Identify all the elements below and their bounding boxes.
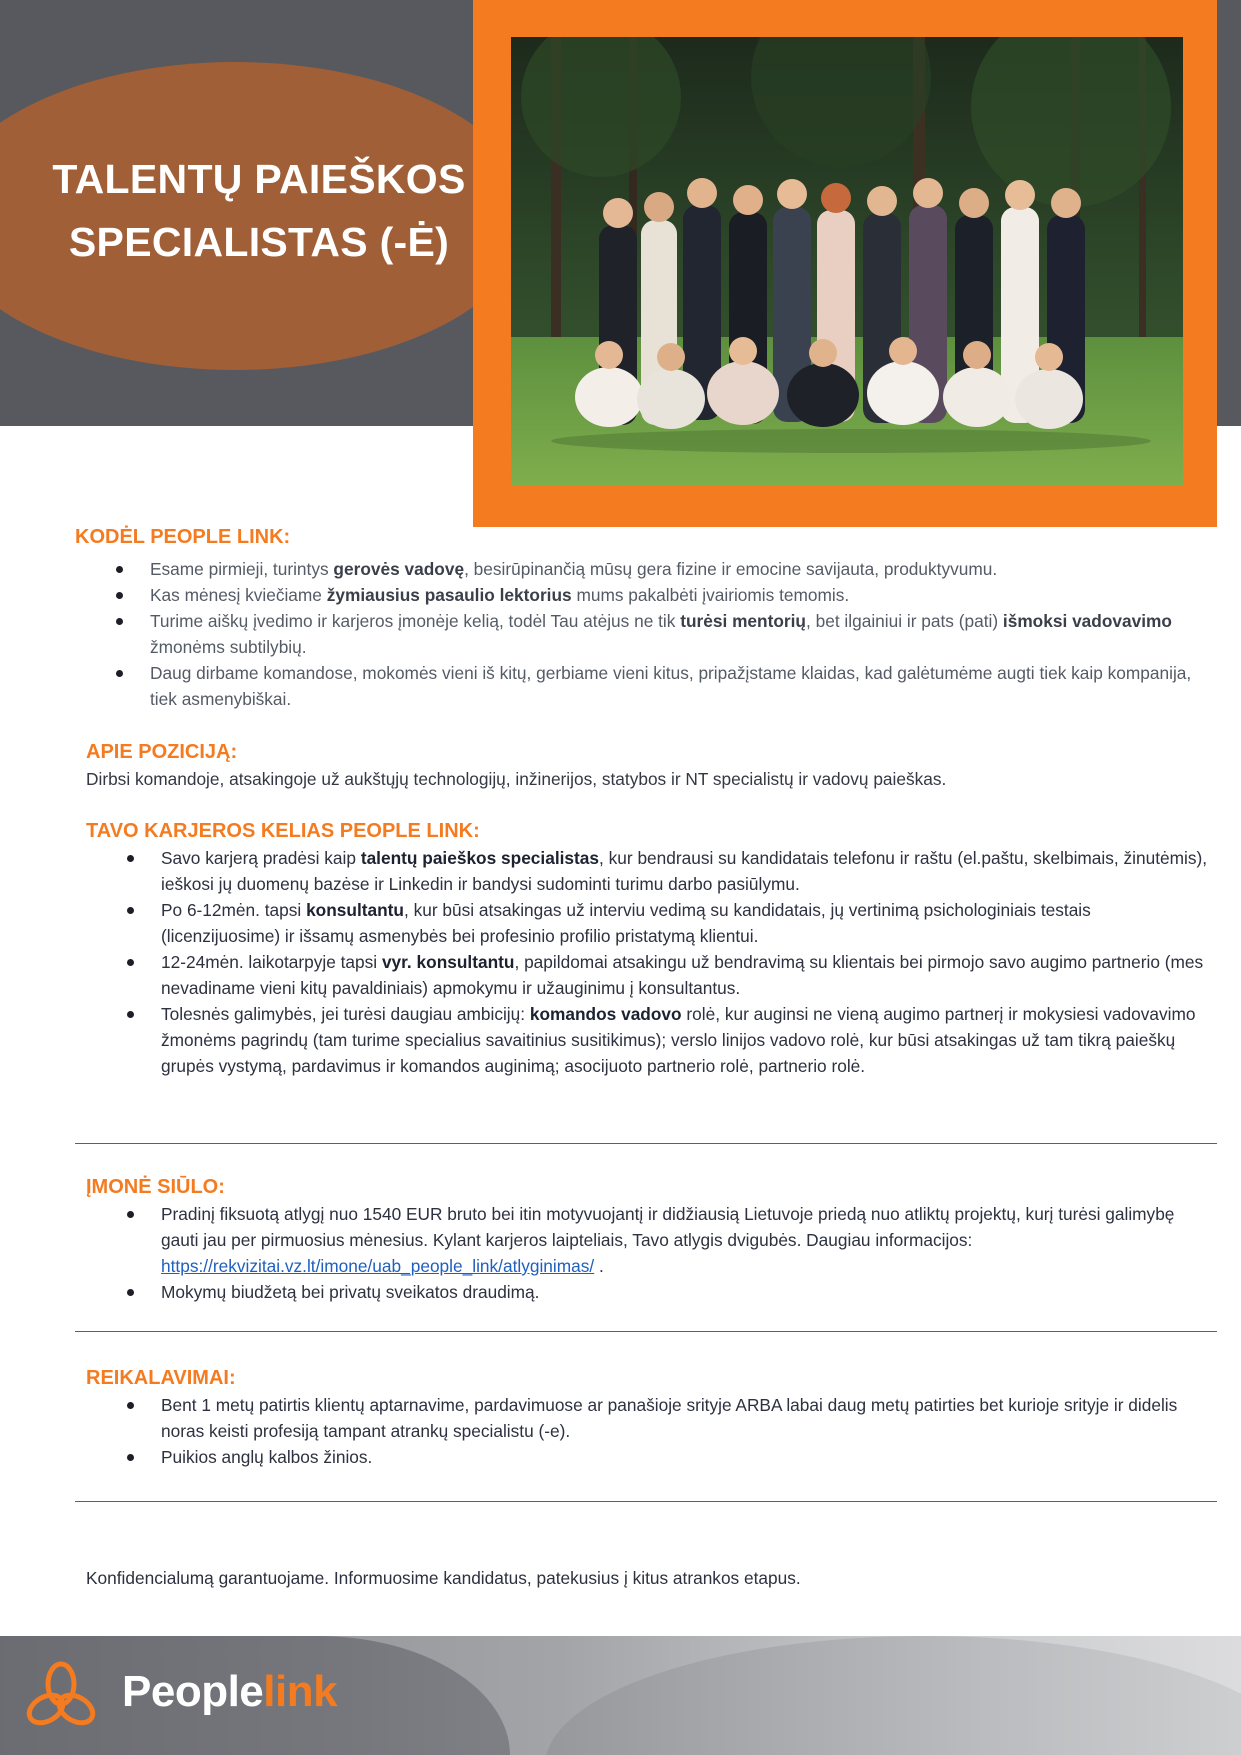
peoplelink-knot-icon bbox=[26, 1660, 96, 1734]
list-item: Tolesnės galimybės, jei turėsi daugiau ambicijų: komandos vadovo rolė, kur auginsi ne vieną augimo partnerį ir mokysiesi vadovavimo žmonėms pagrindų (tam turime specialius savaitinius susitikimus); verslo linijos vadovo rolė, kur būsi atsakingas už tam tikrą paieškų grupės vystymą, pardavimus ir komandos auginimą; asocijuoto partnerio rolė, partnerio rolė. bbox=[161, 1001, 1211, 1079]
why-heading: KODĖL PEOPLE LINK: bbox=[75, 526, 291, 548]
list-item: Daug dirbame komandose, mokomės vieni iš kitų, gerbiame vieni kitus, pripažįstame klaidas, kad galėtumėme augti tiek kaip kompanija, tiek asmenybiškai. bbox=[150, 660, 1195, 712]
offer-heading: ĮMONĖ SIŪLO: bbox=[86, 1176, 225, 1198]
list-item: Savo karjerą pradėsi kaip talentų paieškos specialistas, kur bendrausi su kandidatais telefonu ir raštu (el.paštu, skelbimais, žinutėmis), ieškosi jų duomenų bazėse ir Linkedin ir bandysi sudominti turimu darbo pasiūlymu. bbox=[161, 845, 1211, 897]
title-line-2: SPECIALISTAS (-Ė) bbox=[68, 219, 450, 265]
divider bbox=[75, 1143, 1217, 1144]
list-item: Kas mėnesį kviečiame žymiausius pasaulio lektorius mums pakalbėti įvairiomis temomis. bbox=[150, 582, 1195, 608]
requirements-list bbox=[161, 1392, 1211, 1470]
list-item: Esame pirmieji, turintys gerovės vadovę, besirūpinančią mūsų gera fizine ir emocine savijauta, produktyvumu. bbox=[150, 556, 1195, 582]
list-item: Puikios anglų kalbos žinios. bbox=[161, 1444, 1211, 1470]
why-list bbox=[150, 556, 1195, 712]
list-item: Po 6-12mėn. tapsi konsultantu, kur būsi atsakingas už interviu vedimą su kandidatais, jų vertinimą psichologiniais testais (licenzijuosime) ir išsamų asmenybės bei profesinio profilio pristatymą klientui. bbox=[161, 897, 1211, 949]
list-item: Mokymų biudžetą bei privatų sveikatos draudimą. bbox=[161, 1279, 1211, 1305]
career-heading: TAVO KARJEROS KELIAS PEOPLE LINK: bbox=[86, 820, 480, 842]
footer bbox=[0, 1636, 1241, 1755]
team-photo bbox=[511, 37, 1183, 486]
page-title bbox=[36, 148, 482, 274]
salary-link[interactable]: https://rekvizitai.vz.lt/imone/uab_people_link/atlyginimas/ bbox=[161, 1256, 595, 1276]
footer-curve bbox=[545, 1636, 1241, 1755]
list-item: Bent 1 metų patirtis klientų aptarnavime, pardavimuose ar panašioje srityje ARBA labai daug metų patirties bet kurioje srityje ir didelis noras keisti profesiją tampant atrankų specialistu (-e). bbox=[161, 1392, 1211, 1444]
confidentiality-note: Konfidencialumą garantuojame. Informuosime kandidatus, patekusius į kitus atrankos etapus. bbox=[86, 1568, 801, 1588]
title-line-1: TALENTŲ PAIEŠKOS bbox=[52, 156, 466, 202]
list-item: Pradinį fiksuotą atlygį nuo 1540 EUR bruto bei itin motyvuojantį ir didžiausią Lietuvoje priedą nuo atliktų projektų, kurį turėsi galimybę gauti jau per pirmuosius mėnesius. Kylant karjeros laipteliais, Tavo atlygis dvigubės. Daugiau informacijos: https://rekvizitai.vz.lt/imone/uab_people_link/atlyginimas/ . bbox=[161, 1201, 1211, 1279]
list-item: 12-24mėn. laikotarpyje tapsi vyr. konsultantu, papildomai atsakingu už bendravimą su klientais bei pirmojo savo augimo partnerio (mes nevadiname vieni kitų pavaldiniais) apmokymu ir užauginimu į konsultantus. bbox=[161, 949, 1211, 1001]
divider bbox=[75, 1331, 1217, 1332]
requirements-heading: REIKALAVIMAI: bbox=[86, 1367, 236, 1389]
logo-wordmark bbox=[122, 1664, 337, 1720]
career-list bbox=[161, 845, 1211, 1079]
position-heading: APIE POZICIJĄ: bbox=[86, 741, 238, 763]
position-text: Dirbsi komandoje, atsakingoje už aukštųjų technologijų, inžinerijos, statybos ir NT specialistų ir vadovų paieškas. bbox=[86, 769, 947, 789]
divider bbox=[75, 1501, 1217, 1502]
offer-list bbox=[161, 1201, 1211, 1305]
list-item: Turime aiškų įvedimo ir karjeros įmonėje kelią, todėl Tau atėjus ne tik turėsi mentorių, bet ilgainiui ir pats (pati) išmoksi vadovavimo žmonėms subtilybių. bbox=[150, 608, 1195, 660]
logo-link-text: link bbox=[263, 1667, 338, 1716]
logo-people-text: People bbox=[122, 1667, 264, 1716]
